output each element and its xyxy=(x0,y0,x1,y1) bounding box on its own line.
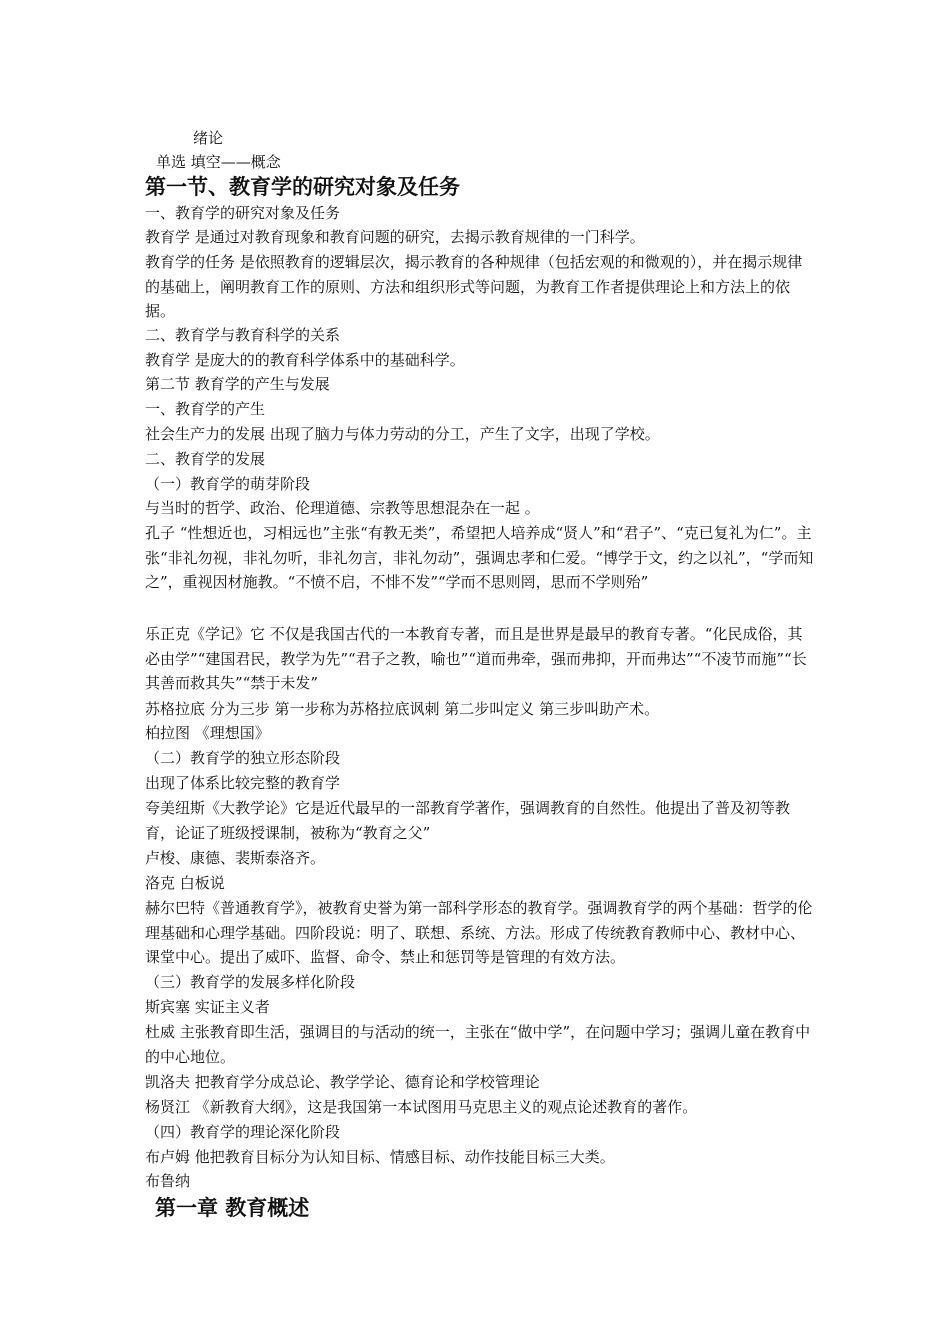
stage-heading: （三）教育学的发展多样化阶段 xyxy=(145,973,356,991)
section-heading-2: 第二节 教育学的产生与发展 xyxy=(145,375,330,393)
paragraph: 斯宾塞 实证主义者 xyxy=(145,998,270,1016)
paragraph: 柏拉图 《理想国》 xyxy=(145,724,270,742)
subsection-heading: 二、教育学的发展 xyxy=(145,450,266,468)
paragraph: 卢梭、康德、裴斯泰洛齐。 xyxy=(145,849,326,867)
intro-title: 绪论 xyxy=(193,129,224,147)
paragraph: 孔子 “性想近也，习相远也”主张“有教无类”，希望把人培养成“贤人”和“君子”、“克已复礼为仁”。主张“非礼勿视，非礼勿听，非礼勿言，非礼勿动”，强调忠孝和仁爱。“博学于文，约之以礼”，“学而知之”，重视因材施教。“不愤不启，不悱不发”“学而不思则罔，思而不学则殆” xyxy=(145,524,814,591)
paragraph: 与当时的哲学、政治、伦理道德、宗教等思想混杂在一起 。 xyxy=(145,499,540,517)
paragraph: 教育学的任务 是依照教育的逻辑层次，揭示教育的各种规律（包括宏观的和微观的），并在揭示规律的基础上，阐明教育工作的原则、方法和组织形式等问题，为教育工作者提供理论上和方法上的依据。 xyxy=(145,253,803,320)
paragraph: 教育学 是庞大的的教育科学体系中的基础科学。 xyxy=(145,351,465,369)
paragraph: 出现了体系比较完整的教育学 xyxy=(145,774,341,792)
section-heading: 第一节、教育学的研究对象及任务 xyxy=(145,175,460,199)
paragraph: 杨贤江 《新教育大纲》，这是我国第一本试图用马克思主义的观点论述教育的著作。 xyxy=(145,1098,698,1116)
stage-heading: （四）教育学的理论深化阶段 xyxy=(145,1123,341,1141)
stage-heading: （一）教育学的萌芽阶段 xyxy=(145,475,311,493)
subsection-heading: 一、教育学的产生 xyxy=(145,400,266,418)
subsection-heading: 二、教育学与教育科学的关系 xyxy=(145,326,341,344)
paragraph: 夸美纽斯《大教学论》它是近代最早的一部教育学著作，强调教育的自然性。他提出了普及初等教育，论证了班级授课制，被称为“教育之父” xyxy=(145,799,791,842)
paragraph: 布卢姆 他把教育目标分为认知目标、情感目标、动作技能目标三大类。 xyxy=(145,1148,615,1166)
paragraph: 社会生产力的发展 出现了脑力与体力劳动的分工，产生了文字，出现了学校。 xyxy=(145,425,660,443)
paragraph: 杜威 主张教育即生活，强调目的与活动的统一，主张在“做中学”，在问题中学习；强调儿童在教育中的中心地位。 xyxy=(145,1023,811,1066)
intro-subtitle: 单选 填空——概念 xyxy=(156,153,281,171)
chapter-heading: 第一章 教育概述 xyxy=(155,1196,310,1220)
paragraph: 布鲁纳 xyxy=(145,1172,191,1190)
paragraph: 凯洛夫 把教育学分成总论、教学学论、德育论和学校管理论 xyxy=(145,1073,540,1091)
paragraph: 苏格拉底 分为三步 第一步称为苏格拉底讽刺 第二步叫定义 第三步叫助产术。 xyxy=(145,700,660,718)
paragraph: 教育学 是通过对教育现象和教育问题的研究，去揭示教育规律的一门科学。 xyxy=(145,228,645,246)
paragraph: 乐正克《学记》它 不仅是我国古代的一本教育专著，而且是世界是最早的教育专著。“化民成俗，其必由学”“建国君民，教学为先”“君子之教，喻也”“道而弗牵，强而弗抑，开而弗达”“不凌节而施”“长其善而救其失”“禁于未发” xyxy=(145,625,807,692)
paragraph: 洛克 白板说 xyxy=(145,874,225,892)
stage-heading: （二）教育学的独立形态阶段 xyxy=(145,749,341,767)
paragraph: 赫尔巴特《普通教育学》，被教育史誉为第一部科学形态的教育学。强调教育学的两个基础：哲学的伦理基础和心理学基础。四阶段说：明了、联想、系统、方法。形成了传统教育教师中心、教材中心、课堂中心。提出了威吓、监督、命令、禁止和惩罚等是管理的有效方法。 xyxy=(145,899,813,966)
subsection-heading: 一、教育学的研究对象及任务 xyxy=(145,204,341,222)
